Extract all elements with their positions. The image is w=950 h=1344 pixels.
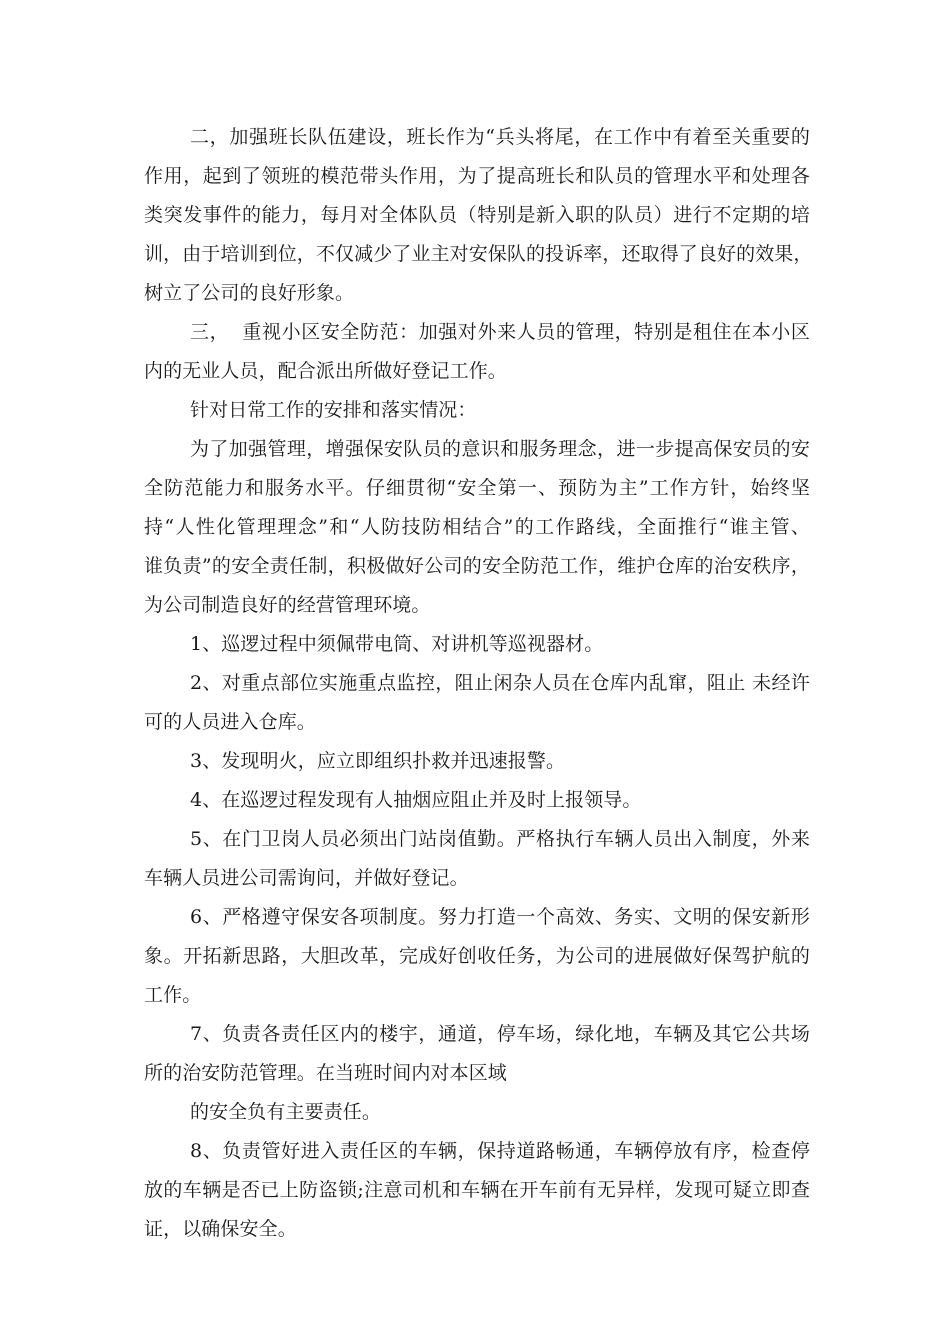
- text-line: 证，以确保安全。: [144, 1218, 297, 1240]
- list-item-7: [144, 1015, 810, 1093]
- text-line: 放的车辆是否已上防盗锁;注意司机和车辆在开车前有无异样，发现可疑立即查: [144, 1179, 810, 1201]
- list-item-3: [144, 742, 810, 781]
- text-line: 工作。: [144, 984, 202, 1006]
- list-item-6: [144, 898, 810, 1015]
- text-line: 作用，起到了领班的模范带头作用，为了提高班长和队员的管理水平和处理各: [144, 165, 810, 187]
- text-line: 内的无业人员，配合派出所做好登记工作。: [144, 360, 507, 382]
- text-line: 树立了公司的良好形象。: [144, 282, 355, 304]
- text-line: 为公司制造良好的经营管理环境。: [144, 594, 431, 616]
- text-line: 1、巡逻过程中须佩带电筒、对讲机等巡视器材。: [190, 633, 604, 655]
- list-item-5: [144, 820, 810, 898]
- list-item-8: [144, 1132, 810, 1249]
- text-line: 类突发事件的能力，每月对全体队员（特别是新入职的队员）进行不定期的培: [144, 204, 810, 226]
- text-line: 4、在巡逻过程发现有人抽烟应阻止并及时上报领导。: [190, 789, 642, 811]
- text-line: 三， 重视小区安全防范：加强对外来人员的管理，特别是租住在本小区: [190, 321, 810, 343]
- text-line: 象。开拓新思路，大胆改革，完成好创收任务，为公司的进展做好保驾护航的: [144, 945, 810, 967]
- text-line: 5、在门卫岗人员必须出门站岗值勤。严格执行车辆人员出入制度，外来: [190, 828, 810, 850]
- paragraph-daily-work-heading: [144, 391, 810, 430]
- document-body: [144, 118, 813, 1249]
- text-line: 的安全负有主要责任。: [190, 1101, 382, 1123]
- text-line: 7、负责各责任区内的楼宇，通道，停车场，绿化地，车辆及其它公共场: [190, 1023, 810, 1045]
- text-line: 可的人员进入仓库。: [144, 711, 316, 733]
- text-line: 6、严格遵守保安各项制度。努力打造一个高效、务实、文明的保安新形: [190, 906, 810, 928]
- text-line: 持“人性化管理理念”和“人防技防相结合”的工作路线，全面推行“谁主管、: [144, 516, 810, 538]
- list-item-1: [144, 625, 810, 664]
- text-line: 8、负责管好进入责任区的车辆，保持道路畅通，车辆停放有序，检查停: [190, 1140, 810, 1162]
- paragraph-team-leader-training: [144, 118, 813, 313]
- list-item-7-continuation: [144, 1093, 810, 1132]
- paragraph-community-security: [144, 313, 810, 391]
- list-item-4: [144, 781, 810, 820]
- text-line: 2、对重点部位实施重点监控，阻止闲杂人员在仓库内乱窜，阻止 未经许: [190, 672, 810, 694]
- text-line: 谁负责”的安全责任制，积极做好公司的安全防范工作，维护仓库的治安秩序，: [144, 555, 810, 577]
- text-line: 3、发现明火，应立即组织扑救并迅速报警。: [190, 750, 566, 772]
- text-line: 为了加强管理，增强保安队员的意识和服务理念，进一步提高保安员的安: [190, 438, 810, 460]
- text-line: 二，加强班长队伍建设，班长作为“兵头将尾，在工作中有着至关重要的: [190, 126, 810, 148]
- text-line: 针对日常工作的安排和落实情况：: [190, 399, 477, 421]
- list-item-2: [144, 664, 810, 742]
- text-line: 所的治安防范管理。在当班时间内对本区域: [144, 1062, 507, 1084]
- text-line: 全防范能力和服务水平。仔细贯彻“安全第一、预防为主”工作方针，始终坚: [144, 477, 810, 499]
- text-line: 车辆人员进公司需询问，并做好登记。: [144, 867, 469, 889]
- text-line: 训，由于培训到位，不仅减少了业主对安保队的投诉率，还取得了良好的效果，: [144, 243, 813, 265]
- paragraph-management-policy: [144, 430, 810, 625]
